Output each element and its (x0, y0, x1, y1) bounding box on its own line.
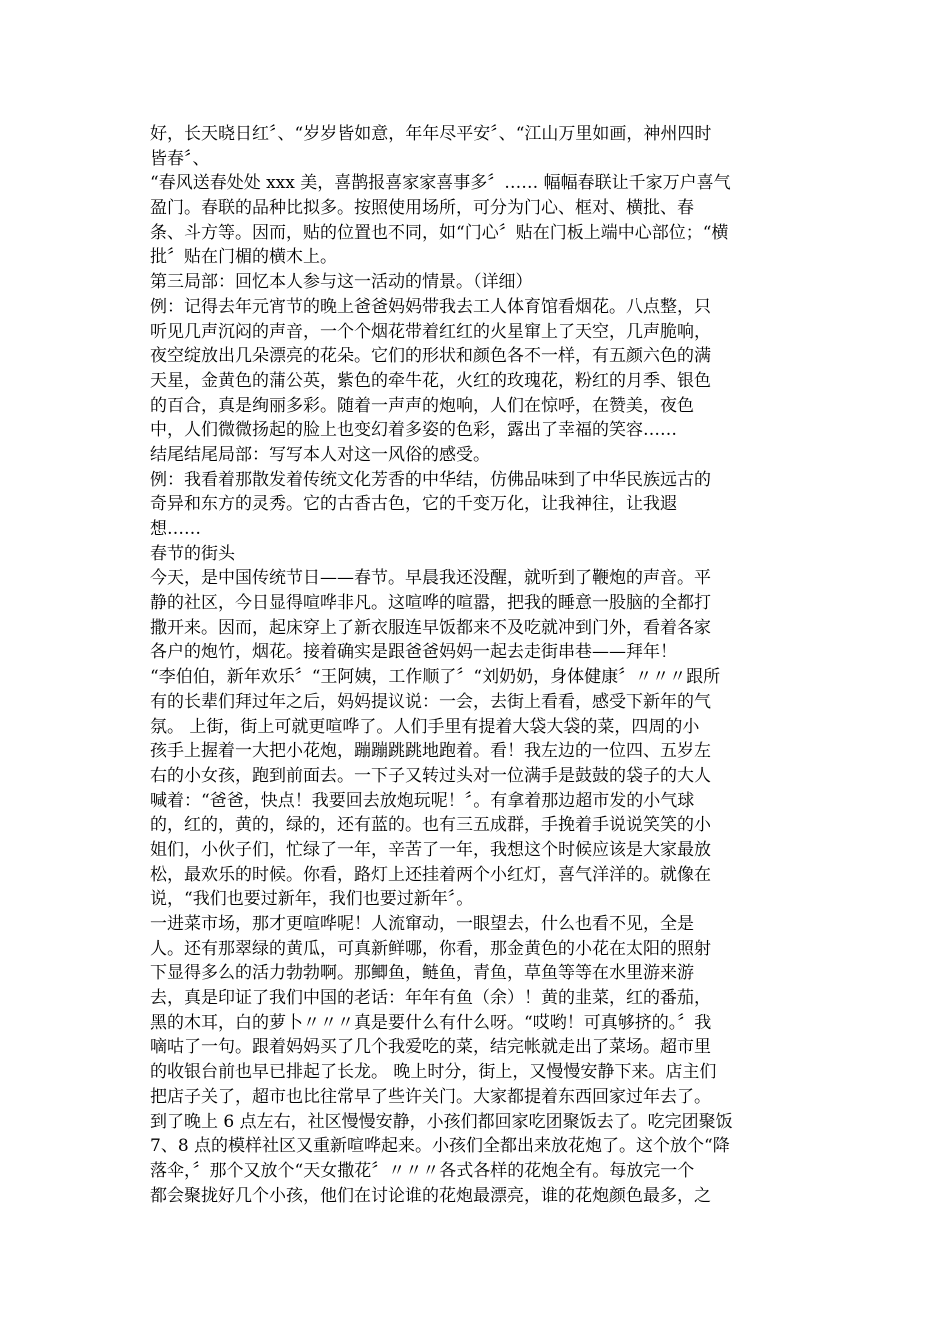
text-line: 喊着：“爸爸，快点！我要回去放炮玩呢！〞。有拿着那边超市发的小气球 (150, 790, 695, 811)
text-line: 奇异和东方的灵秀。它的古香古色，它的千变万化，让我神往，让我遐 (150, 494, 677, 515)
text-line: 想…… (150, 519, 201, 539)
text-line: 条、斗方等。因而，贴的位置也不同，如“门心〞贴在门板上端中心部位；“横 (150, 222, 729, 243)
text-line: 去，真是印证了我们中国的老话：年年有鱼（余）！黄的韭菜，红的番茄， (150, 988, 711, 1009)
text-line: 都会聚拢好几个小孩，他们在讨论谁的花炮最漂亮，谁的花炮颜色最多，之 (150, 1185, 711, 1206)
text-line: 皆春〞、 (150, 148, 210, 169)
text-line: 人。还有那翠绿的黄瓜，可真新鲜哪，你看，那金黄色的小花在太阳的照射 (150, 938, 711, 959)
text-line: 7、8 点的模样社区又重新喧哗起来。小孩们全都出来放花炮了。这个放个“降 (150, 1136, 730, 1157)
text-line: 的百合，真是绚丽多彩。随着一声声的炮响，人们在惊呼，在赞美，夜色 (150, 395, 694, 416)
text-line: 到了晚上 6 点左右，社区慢慢安静，小孩们都回家吃团聚饭去了。吃完团聚饭 (150, 1111, 733, 1132)
text-line: 夜空绽放出几朵漂亮的花朵。它们的形状和颜色各不一样，有五颜六色的满 (150, 346, 711, 367)
section-heading: 第三局部：回忆本人参与这一活动的情景。（详细） (150, 272, 533, 293)
text-line: 天星，金黄色的蒲公英，紫色的牵牛花，火红的玫瑰花，粉红的月季、银色 (150, 370, 711, 391)
document-body (150, 122, 800, 1208)
text-line: 嘀咕了一句。跟着妈妈买了几个我爱吃的菜，结完帐就走出了菜场。超市里 (150, 1037, 711, 1058)
text-line: 说，“我们也要过新年，我们也要过新年〞。 (150, 889, 474, 910)
text-line: 落伞，〞那个又放个“天女撒花〞〃〃〃各式各样的花炮全有。每放完一个 (150, 1160, 695, 1181)
text-line: 把店子关了，超市也比往常早了些许关门。大家都提着东西回家过年去了。 (150, 1086, 711, 1107)
text-line: 黑的木耳，白的萝卜〃〃〃真是要什么有什么呀。“哎哟！可真够挤的。〞我 (150, 1012, 712, 1033)
text-line: 各户的炮竹，烟花。接着确实是跟爸爸妈妈一起去走街串巷——拜年！ (150, 642, 677, 663)
text-line: 好，长天晓日红〞、“岁岁皆如意，年年尽平安〞、“江山万里如画，神州四时 (150, 124, 712, 144)
text-line: 的，红的，黄的，绿的，还有蓝的。也有三五成群，手挽着手说说笑笑的小 (150, 815, 711, 836)
text-line: 孩手上握着一大把小花炮，蹦蹦跳跳地跑着。看！我左边的一位四、五岁左 (150, 741, 711, 762)
section-heading: 结尾结尾局部：写写本人对这一风俗的感受。 (150, 444, 490, 465)
text-line: 例：我看着那散发着传统文化芳香的中华结，仿佛品味到了中华民族远古的 (150, 469, 711, 490)
text-line: 松，最欢乐的时候。你看，路灯上还挂着两个小红灯，喜气洋洋的。就像在 (150, 864, 711, 885)
text-line: 中，人们微微扬起的脸上也变幻着多姿的色彩，露出了幸福的笑容…… (150, 420, 677, 441)
text-line: 氛。 上街，街上可就更喧哗了。人们手里有提着大袋大袋的菜，四周的小 (150, 716, 700, 737)
text-line: 批〞贴在门楣的横木上。 (150, 247, 337, 268)
text-line: 今天，是中国传统节日——春节。早晨我还没醒，就听到了鞭炮的声音。平 (150, 568, 711, 589)
essay-title: 春节的街头 (150, 543, 235, 564)
text-line: 姐们，小伙子们，忙绿了一年，辛苦了一年，我想这个时候应该是大家最放 (150, 839, 711, 860)
text-line: 静的社区，今日显得喧哗非凡。这喧哗的喧嚣，把我的睡意一股脑的全都打 (150, 593, 711, 614)
text-line: 听见几声沉闷的声音，一个个烟花带着红红的火星窜上了天空，几声脆响， (150, 321, 711, 342)
text-line: 有的长辈们拜过年之后，妈妈提议说：一会，去街上看看，感受下新年的气 (150, 691, 711, 712)
text-line: 右的小女孩，跑到前面去。一下子又转过头对一位满手是鼓鼓的袋子的大人 (150, 765, 711, 786)
text-line: 例：记得去年元宵节的晚上爸爸妈妈带我去工人体育馆看烟花。八点整，只 (150, 296, 711, 317)
text-line: 一进菜市场，那才更喧哗呢！人流窜动，一眼望去，什么也看不见，全是 (150, 914, 694, 934)
text-line: 下显得多么的活力勃勃啊。那鲫鱼，鲢鱼，青鱼，草鱼等等在水里游来游 (150, 963, 694, 984)
text-line: 的收银台前也早已排起了长龙。 晚上时分，街上，又慢慢安静下来。店主们 (150, 1062, 717, 1083)
text-line: 盈门。春联的品种比拟多。按照使用场所，可分为门心、框对、横批、春 (150, 198, 694, 219)
text-line: “春风送春处处 xxx 美，喜鹊报喜家家喜事多〞…… 幅幅春联让千家万户喜气 (150, 173, 731, 194)
text-line: 撒开来。因而，起床穿上了新衣服连早饭都来不及吃就冲到门外，看着各家 (150, 617, 711, 638)
text-line: “李伯伯，新年欢乐〞“王阿姨，工作顺了〞“刘奶奶，身体健康〞〃〃〃跟所 (150, 667, 721, 688)
